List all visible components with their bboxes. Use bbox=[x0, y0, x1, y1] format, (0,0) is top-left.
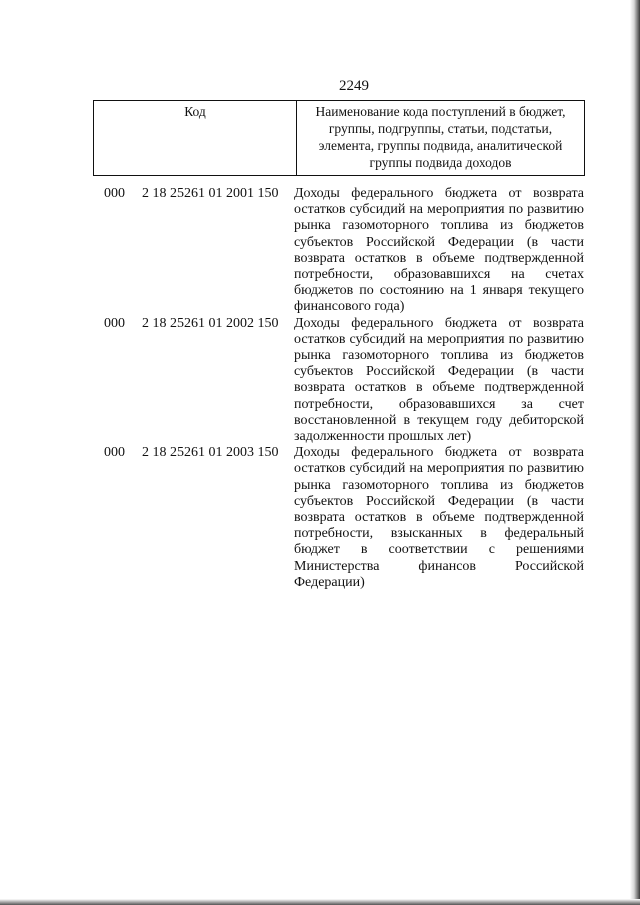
entry-admin-code: 000 bbox=[104, 186, 125, 201]
entry-income-code: 2 18 25261 01 2003 150 bbox=[142, 445, 279, 461]
page-number: 2249 bbox=[339, 78, 369, 94]
entry-row bbox=[104, 186, 590, 316]
entry-row bbox=[104, 316, 590, 446]
header-row bbox=[94, 101, 585, 176]
header-name-cell: Наименование кода поступлений в бюджет, группы, подгруппы, статьи, подстатьи, элемента, группы подвида, аналитической группы подвида доходов bbox=[297, 101, 585, 176]
entry-admin-code: 000 bbox=[104, 315, 125, 331]
entry-description: Доходы федерального бюджета от возврата остатков субсидий на мероприятия по развитию рынка газомоторного топлива из бюджетов субъектов Российской Федерации (в части возврата остатков в объеме подтвержденной потребности, взысканных в федеральный бюджет в соответствии с решениями Министерства финансов Российской Федерации) bbox=[294, 445, 584, 590]
entry-income-code: 2 18 25261 01 2002 150 bbox=[142, 315, 279, 331]
entry-description: Доходы федерального бюджета от возврата остатков субсидий на мероприятия по развитию рынка газомоторного топлива из бюджетов субъектов Российской Федерации (в части возврата остатков в объеме подтвержденной потребности, образовавшихся за счет восстановленной в текущем году дебиторской задолженности прошлых лет) bbox=[294, 315, 584, 445]
header-code-cell: Код bbox=[94, 101, 297, 176]
header-table bbox=[93, 100, 585, 176]
entry-description: Доходы федерального бюджета от возврата остатков субсидий на мероприятия по развитию рынка газомоторного топлива из бюджетов субъектов Российской Федерации (в части возврата остатков в объеме подтвержденной потребности, образовавшихся на счетах бюджетов по состоянию на 1 января текущего финансового года) bbox=[294, 186, 584, 315]
entry-row bbox=[104, 445, 590, 591]
scan-edge-right bbox=[630, 0, 640, 905]
entries-list bbox=[104, 186, 590, 591]
entry-admin-code: 000 bbox=[104, 445, 125, 461]
entry-income-code: 2 18 25261 01 2001 150 bbox=[142, 186, 279, 201]
scan-edge-bottom bbox=[0, 899, 640, 905]
